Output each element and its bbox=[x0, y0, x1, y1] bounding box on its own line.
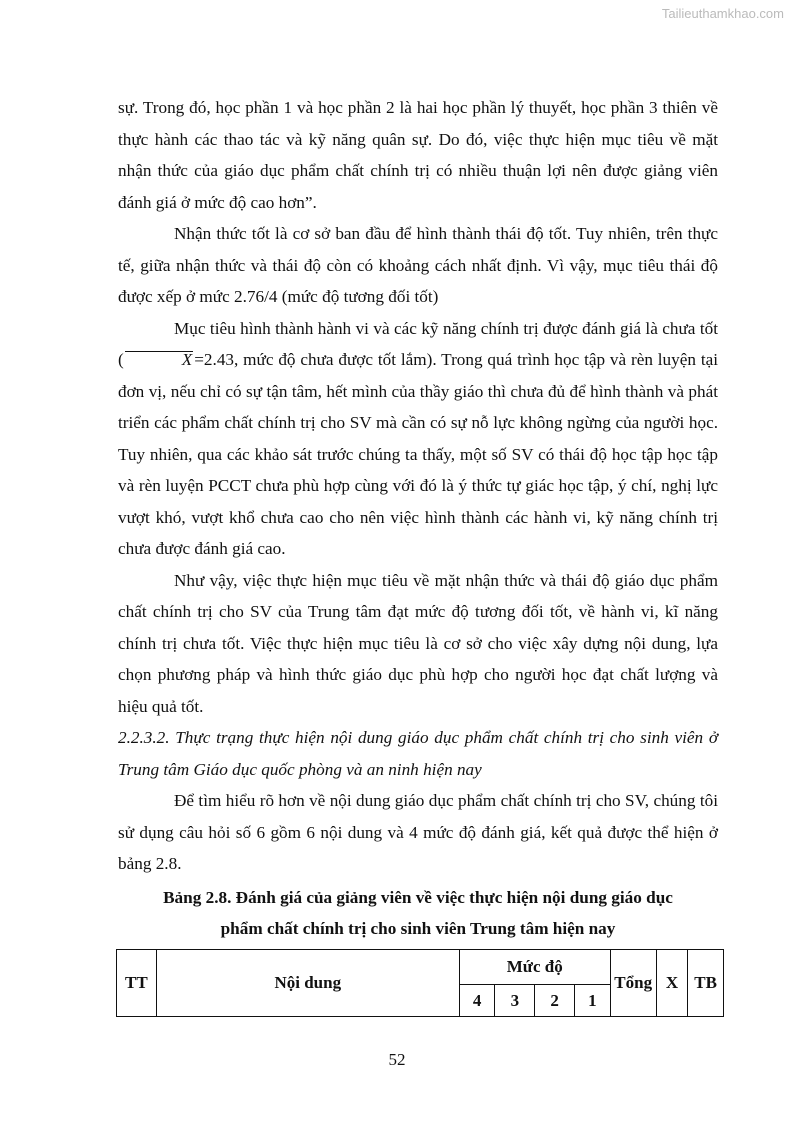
evaluation-table bbox=[116, 949, 724, 1018]
paragraph-attitude: Nhận thức tốt là cơ sở ban đầu để hình thành thái độ tốt. Tuy nhiên, trên thực tế, giữa nhận thức và thái độ còn có khoảng cách nhất định. Vì vậy, mục tiêu thái độ được xếp ở mức 2.76/4 (mức độ tương đối tốt) bbox=[118, 224, 718, 306]
paragraph-intro-table: Để tìm hiểu rõ hơn về nội dung giáo dục phẩm chất chính trị cho SV, chúng tôi sử dụng câu hỏi số 6 gồm 6 nội dung và 4 mức độ đánh giá, kết quả được thể hiện ở bảng 2.8. bbox=[118, 791, 718, 873]
page-number: 52 bbox=[388, 1050, 406, 1069]
header-content: Nội dung bbox=[156, 949, 459, 1017]
paragraph-behavior-rest: =2.43, mức độ chưa được tốt lắm). Trong quá trình học tập và rèn luyện tại đơn vị, nếu chỉ có sự tận tâm, hết mình của thầy giáo thì chưa đủ để hình thành và phát triển các phẩm chất chính trị cho SV mà cần có sự nỗ lực không ngừng của người học. Tuy nhiên, qua các khảo sát trước chúng ta thấy, một số SV có thái độ học tập học tập và rèn luyện PCCT chưa phù hợp cùng với đó là ý thức tự giác học tập, ý chí, nghị lực vượt khó, vượt khổ chưa cao cho nên việc hình thành các hành vi, kỹ năng chính trị chưa được đánh giá cao. bbox=[118, 350, 718, 558]
paragraph-summary: Như vậy, việc thực hiện mục tiêu về mặt nhận thức và thái độ giáo dục phẩm chất chính trị cho SV của Trung tâm đạt mức độ tương đối tốt, về hành vi, kĩ năng chính trị chưa tốt. Việc thực hiện mục tiêu là cơ sở cho việc xây dựng nội dung, lựa chọn phương pháp và hình thức giáo dục phù hợp cho người học đạt chất lượng và hiệu quả tốt. bbox=[118, 570, 718, 716]
paragraph-behavior bbox=[118, 313, 718, 565]
header-total: Tổng bbox=[610, 949, 656, 1017]
header-level-2: 2 bbox=[535, 984, 575, 1017]
header-level-4: 4 bbox=[459, 984, 495, 1017]
page-body bbox=[118, 92, 718, 1017]
table-header-row bbox=[117, 949, 724, 984]
header-level-1: 1 bbox=[575, 984, 611, 1017]
mean-symbol: X bbox=[125, 351, 194, 367]
table-title bbox=[118, 882, 718, 945]
watermark: Tailieuthamkhao.com bbox=[661, 6, 784, 21]
header-tb: TB bbox=[688, 949, 724, 1017]
table-title-line-2: phẩm chất chính trị cho sinh viên Trung tâm hiện nay bbox=[220, 919, 616, 938]
header-x: X bbox=[656, 949, 688, 1017]
header-level: Mức độ bbox=[459, 949, 610, 984]
section-heading: 2.2.3.2. Thực trạng thực hiện nội dung giáo dục phẩm chất chính trị cho sinh viên ở Trung tâm Giáo dục quốc phòng và an ninh hiện nay bbox=[118, 728, 718, 779]
table-title-line-1: Bảng 2.8. Đánh giá của giảng viên về việc thực hiện nội dung giáo dục bbox=[163, 887, 673, 907]
header-tt: TT bbox=[117, 949, 157, 1017]
paragraph-behavior-start: Mục tiêu hình thành hành vi và các kỹ năng chính trị được đánh giá là chưa tốt ( bbox=[118, 318, 718, 369]
header-level-3: 3 bbox=[495, 984, 535, 1017]
paragraph-continued: sự. Trong đó, học phần 1 và học phần 2 là hai học phần lý thuyết, học phần 3 thiên về thực hành các thao tác và kỹ năng quân sự. Do đó, việc thực hiện mục tiêu về mặt nhận thức của giáo dục phẩm chất chính trị có nhiều thuận lợi nên được giảng viên đánh giá ở mức độ cao hơn”. bbox=[118, 98, 718, 212]
